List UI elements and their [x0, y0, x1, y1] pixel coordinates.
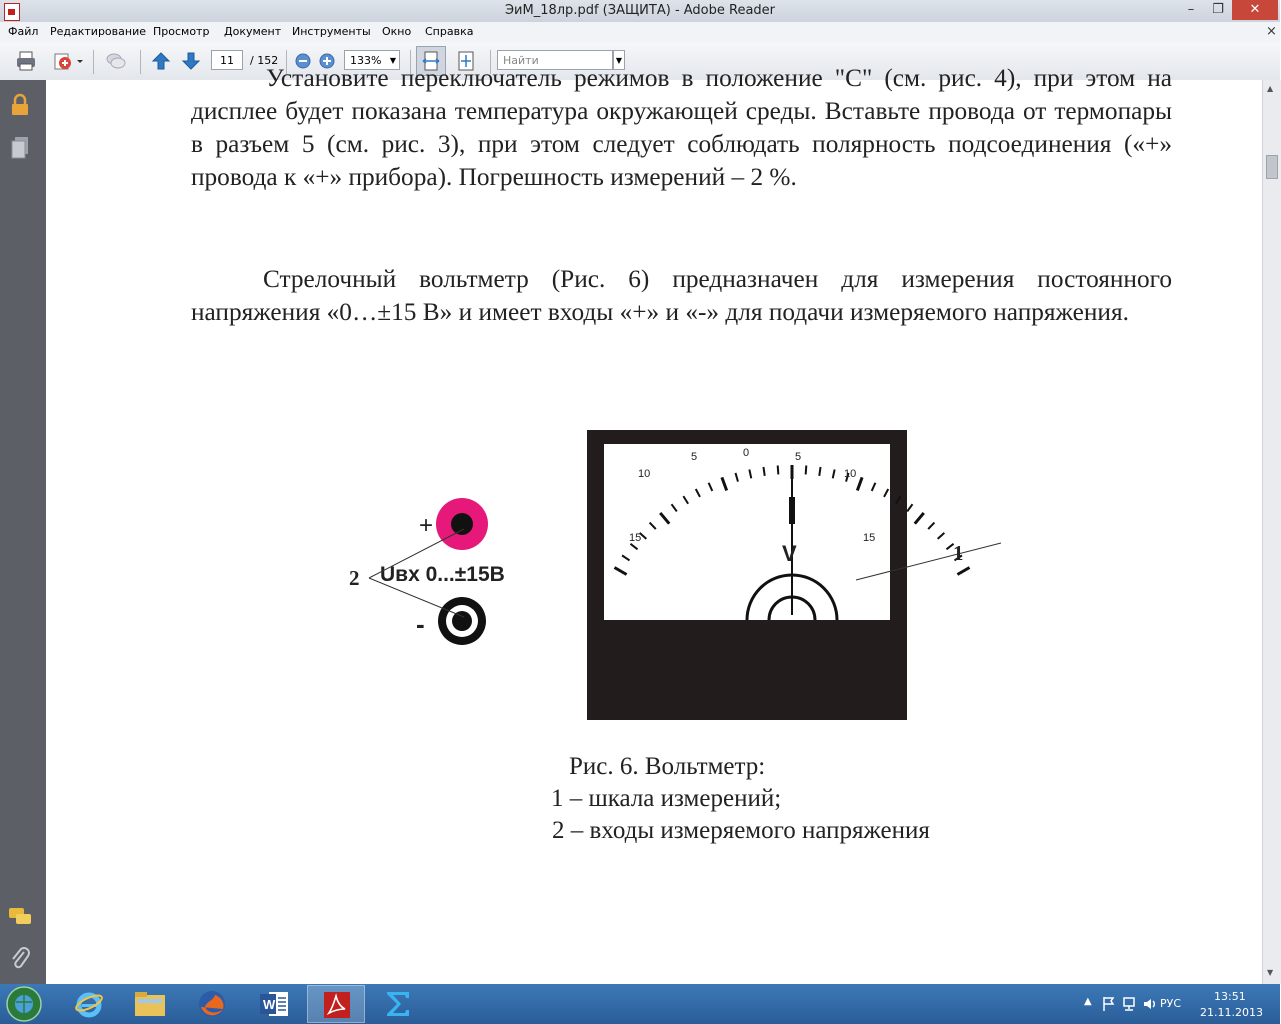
caption-item-1: 1 – шкала измерений;	[551, 785, 782, 812]
input-language-indicator[interactable]: РУС	[1160, 997, 1182, 1010]
callout-1-label: 1	[953, 541, 964, 565]
action-center-flag-icon[interactable]	[1102, 996, 1116, 1012]
scale-tick	[806, 465, 807, 474]
scale-label-left-15: 15	[629, 532, 642, 544]
paperclip-icon[interactable]	[10, 946, 30, 972]
show-hidden-icons-icon[interactable]: ▲	[1084, 996, 1092, 1007]
document-view[interactable]	[46, 64, 1262, 984]
plus-terminal-center	[451, 513, 473, 535]
close-document-button[interactable]: ×	[1266, 24, 1277, 39]
print-icon[interactable]	[15, 50, 37, 72]
maximize-button[interactable]: ❐	[1212, 2, 1224, 17]
paragraph: Установите переключатель режимов в положение "С" (см. рис. 4), при этом на дисплее будет показана температура окружающей среды. Вставьте провода от термопары в разъем 5 (см. рис. 3), при этом следует соблюдать полярность подсоединения («+» провода к «+» прибора). Погрешность измерений – 2 %.	[191, 64, 1172, 191]
page-number-input[interactable]: 11	[211, 50, 243, 70]
menu-help[interactable]: Справка	[425, 25, 474, 38]
scale-tick	[928, 523, 934, 529]
vertical-scrollbar[interactable]	[1262, 80, 1281, 984]
chevron-down-icon: ▼	[389, 56, 396, 65]
taskbar-file-explorer[interactable]	[121, 985, 179, 1023]
navigation-panel	[0, 80, 46, 984]
menu-bar	[0, 22, 1280, 42]
paragraph: Стрелочный вольтметр (Рис. 6) предназначен для измерения постоянного напряжения «0…±15 В» и имеет входы «+» и «-» для подачи измеряемого напряжения.	[191, 265, 1172, 326]
menu-tools[interactable]: Инструменты	[292, 25, 371, 38]
scale-tick	[763, 467, 764, 476]
figure-caption	[526, 751, 930, 847]
caption-title: Рис. 6. Вольтметр:	[569, 753, 766, 780]
search-dropdown-button[interactable]: ▼	[613, 50, 625, 70]
lock-icon[interactable]	[10, 94, 30, 116]
callout-2-label: 2	[349, 566, 360, 590]
scroll-up-arrow-icon[interactable]: ▲	[1267, 84, 1274, 93]
scale-label-right-5: 5	[795, 451, 802, 463]
comment-bubbles-icon[interactable]	[105, 50, 127, 72]
taskbar-word[interactable]	[245, 985, 303, 1023]
comments-icon[interactable]	[8, 906, 32, 928]
menu-document[interactable]: Документ	[224, 25, 282, 38]
window-title: ЭиМ_18лр.pdf (ЗАЩИТА) - Adobe Reader	[504, 3, 776, 18]
scale-label-left-10: 10	[638, 468, 651, 480]
adobe-reader-icon	[323, 991, 351, 1019]
svg-text:W: W	[263, 997, 276, 1012]
menu-view[interactable]: Просмотр	[153, 25, 210, 38]
scale-tick	[938, 533, 945, 539]
start-orb-icon[interactable]	[6, 986, 42, 1022]
close-button[interactable]: ✕	[1232, 0, 1278, 20]
minimize-button[interactable]: –	[1187, 2, 1195, 17]
scale-tick	[819, 467, 820, 476]
taskbar-firefox[interactable]	[183, 985, 241, 1023]
toolbar-separator	[93, 50, 94, 74]
voltmeter-figure	[296, 425, 976, 735]
menu-file[interactable]: Файл	[8, 25, 39, 38]
chevron-down-icon[interactable]	[75, 50, 85, 72]
scale-label-left-5: 5	[691, 451, 698, 463]
scale-label-zero: 0	[743, 447, 750, 459]
clock-time[interactable]: 13:51	[1214, 990, 1246, 1003]
unit-label: V	[782, 541, 797, 566]
page-text	[191, 62, 1172, 329]
pages-icon[interactable]	[10, 136, 30, 160]
plus-sign: +	[419, 512, 434, 539]
network-icon[interactable]	[1122, 996, 1138, 1012]
clock-date[interactable]: 21.11.2013	[1200, 1006, 1263, 1019]
input-voltage-label: Uвх 0...±15В	[380, 563, 505, 586]
share-icon[interactable]	[52, 50, 74, 72]
scale-tick	[957, 568, 969, 575]
page-total: / 152	[250, 54, 279, 67]
arrow-up-icon[interactable]	[150, 50, 172, 72]
internet-explorer-icon	[74, 989, 104, 1019]
minus-sign: -	[416, 609, 425, 639]
word-icon	[259, 990, 289, 1018]
search-input[interactable]: Найти	[497, 50, 613, 70]
volume-icon[interactable]	[1142, 996, 1158, 1012]
folder-icon	[134, 991, 166, 1017]
taskbar-internet-explorer[interactable]	[60, 985, 118, 1023]
scale-tick	[907, 504, 912, 511]
scale-label-right-15: 15	[863, 532, 876, 544]
taskbar	[0, 984, 1280, 1024]
toolbar-separator	[140, 50, 141, 74]
taskbar-mathcad[interactable]	[369, 985, 427, 1023]
firefox-icon	[197, 989, 227, 1019]
mathcad-sigma-icon	[384, 989, 412, 1019]
scale-tick	[915, 513, 924, 524]
scrollbar-thumb[interactable]	[1266, 155, 1278, 179]
zoom-level-value: 133%	[350, 54, 382, 67]
system-tray	[1080, 984, 1280, 1024]
menu-window[interactable]: Окно	[382, 25, 412, 38]
minus-terminal-center	[452, 611, 472, 631]
taskbar-adobe-reader[interactable]	[307, 985, 365, 1023]
caption-item-2: 2 – входы измеряемого напряжения	[552, 817, 930, 844]
needle-marker	[789, 497, 795, 524]
scale-label-right-10: 10	[844, 468, 857, 480]
menu-edit[interactable]: Редактирование	[50, 25, 146, 38]
title-bar	[0, 0, 1280, 22]
scale-tick	[778, 465, 779, 474]
scroll-down-arrow-icon[interactable]: ▼	[1267, 968, 1274, 977]
